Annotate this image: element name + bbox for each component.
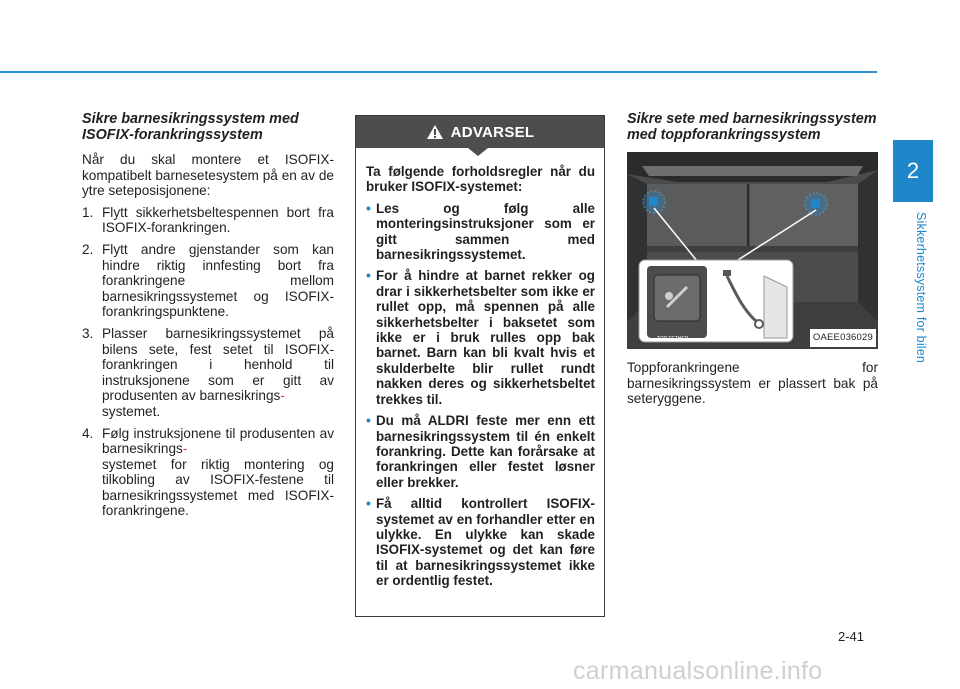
intro-paragraph: Når du skal montere et ISOFIX-kompatibelt barnesetesystem på en av de ytre seteposisjonene: <box>82 152 334 199</box>
step-text-main: Følg instruksjonene til produsenten av barnesikrings <box>102 425 334 457</box>
bullet-dot-icon: • <box>366 495 371 512</box>
warning-bullet-text: Få alltid kontrollert ISOFIX-systemet av en forhandler etter en ulykke. En ulykke kan skade ISOFIX-systemet og det kan føre til at barnesikringssystemet ikke er ordentlig festet. <box>376 496 595 589</box>
warning-intro: Ta følgende forholdsregler når du bruker ISOFIX-systemet: <box>366 164 595 195</box>
right-column <box>627 111 878 413</box>
chapter-number: 2 <box>906 158 920 183</box>
warning-box <box>355 115 605 617</box>
inset-label: TOP TETHER <box>657 336 689 342</box>
step-text-main: Plasser barnesikringssystemet på bilens sete, fest setet til ISOFIX-forankringen i henhold til instruksjonene som er gitt av produsenten av barnesikrings <box>102 325 334 404</box>
bullet-dot-icon: • <box>366 199 371 216</box>
tether-description: Toppforankringene for barnesikringssystem er plassert bak på seteryggene. <box>627 360 878 407</box>
step-item <box>82 242 334 320</box>
hyphen-mark: - <box>182 441 188 457</box>
step-number: 2. <box>82 241 94 257</box>
warning-bullet-text: For å hindre at barnet rekker og drar i sikkerhetsbelter som ikke er rullet opp, må spennen på alle sikkerhetsbelter i baksetet som ikke er i bruk rulles opp bak barnet. Barn kan bli kvalt hvis et skulderbelte blir rullet rundt nakken deres og sikkerhetsbeltet trekkes til. <box>376 268 595 407</box>
left-column <box>82 111 334 525</box>
chapter-title: Sikkerhetssystem for bilen <box>914 212 928 364</box>
figure-code: OAEE036029 <box>810 329 876 347</box>
trunk-illustration <box>627 152 878 349</box>
steps-list <box>82 205 334 519</box>
step-text: Flytt sikkerhetsbeltespennen bort fra ISOFIX-forankringen. <box>102 204 334 236</box>
warning-bullet <box>366 496 595 588</box>
trunk-figure <box>627 152 878 349</box>
bullet-dot-icon: • <box>366 412 371 429</box>
warning-header-pointer <box>468 148 488 156</box>
warning-bullet <box>366 268 595 407</box>
warning-body <box>356 148 604 589</box>
step-item <box>82 426 334 520</box>
warning-bullet-text: Les og følg alle monteringsinstruksjoner som er gitt sammen med barnesikringssystemet. <box>376 200 595 263</box>
step-text: Flytt andre gjenstander som kan hindre riktig innfesting bort fra forankringene mellom barnesikringssystemet og ISOFIX-forankringspunktene. <box>102 241 334 320</box>
section-heading-isofix: Sikre barnesikringssystem med ISOFIX-forankringssystem <box>82 111 299 143</box>
step-item <box>82 326 334 420</box>
warning-bullet <box>366 413 595 490</box>
warning-triangle-icon <box>426 124 444 140</box>
step-text-cont: systemet. <box>102 403 161 419</box>
step-item <box>82 205 334 236</box>
bullet-dot-icon: • <box>366 267 371 284</box>
watermark: carmanualsonline.info <box>573 657 823 685</box>
hyphen-mark: - <box>280 388 285 404</box>
page-number: 2-41 <box>838 629 865 644</box>
chapter-tab <box>893 140 933 202</box>
warning-bullet <box>366 201 595 263</box>
section-heading-tether: Sikre sete med barnesikringssystem med toppforankringssystem <box>627 111 877 143</box>
step-number: 4. <box>82 425 94 441</box>
step-text <box>102 326 334 420</box>
header-rule <box>0 71 877 73</box>
step-number: 3. <box>82 325 94 341</box>
step-text <box>102 426 334 520</box>
step-number: 1. <box>82 204 94 220</box>
warning-bullet-text: Du må ALDRI feste mer enn ett barnesikringssystem til én enkelt forankring. Dette kan forårsake at forankringen eller festet løsner eller brekker. <box>376 413 595 490</box>
warning-title: ADVARSEL <box>450 123 535 141</box>
warning-header <box>356 116 604 148</box>
step-text-cont: systemet for riktig montering og tilkobling av ISOFIX-festene til barnesikringssystemet med ISOFIX-forankringene. <box>102 456 334 519</box>
